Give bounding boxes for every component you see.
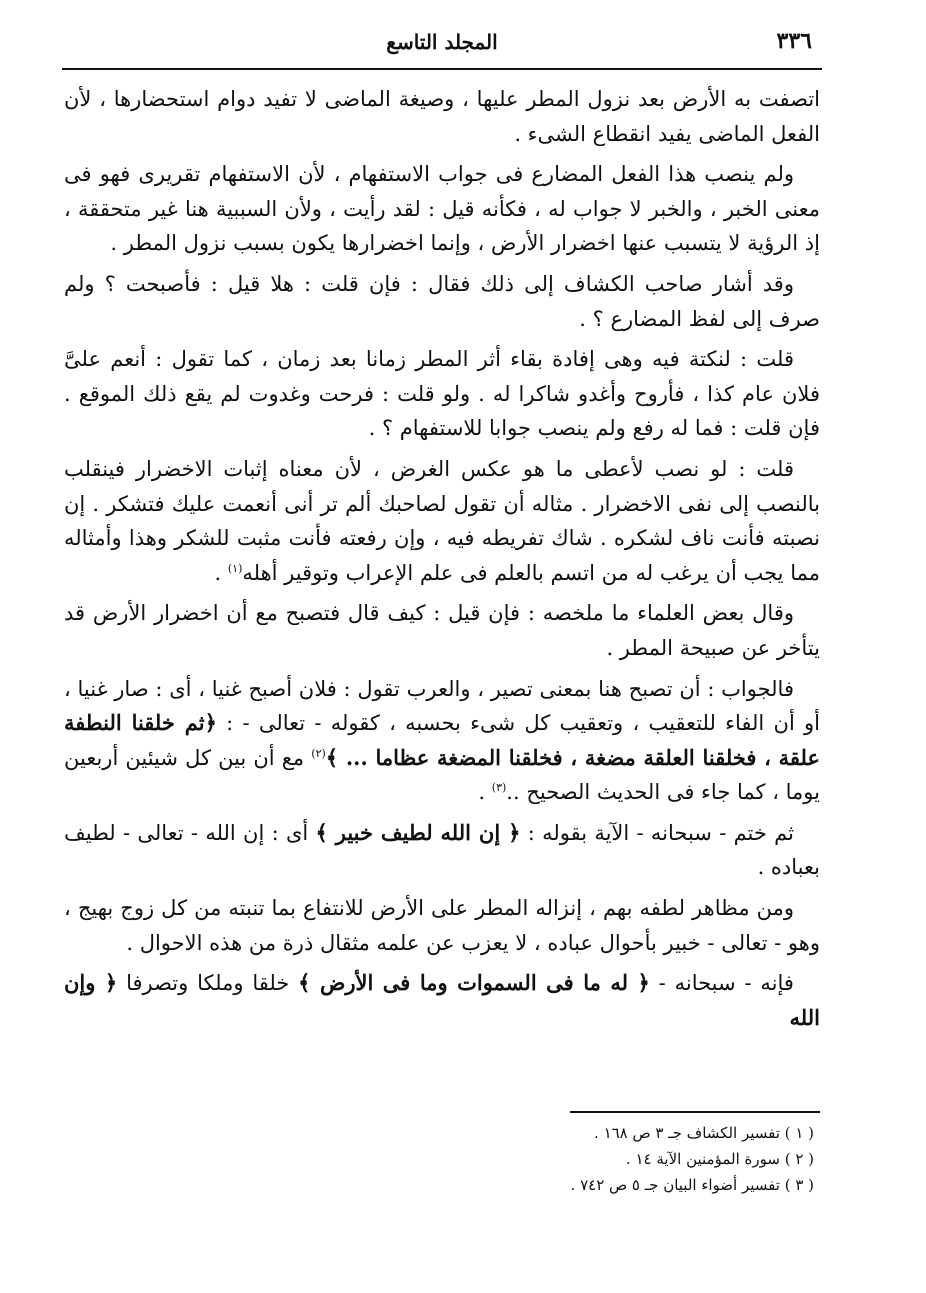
- paragraph-5-text: قلت : لو نصب لأعطى ما هو عكس الغرض ، لأن معناه إثبات الاخضرار فينقلب بالنصب إلى نفى الاخضرار . مثاله أن تقول لصاحبك ألم تر أنى أنعمت عليك فتشكر . إن نصبته فأنت ناف لشكره . شاك تفريطه فيه ، وإن رفعته فأنت مثبت للشكر وهذا وأمثاله مما يجب أن يرغب له من اتسم بالعلم فى علم الإعراب وتوقير أهله: [64, 456, 820, 585]
- footnote-2: ( ٢ ) سورة المؤمنين الآية ١٤ .: [625, 1150, 814, 1168]
- paragraph-10-mid: خلقا وملكا وتصرفا: [126, 971, 290, 996]
- running-title: المجلد التاسع: [386, 30, 498, 54]
- paragraph-8: [64, 816, 820, 885]
- quran-verse-1: ﴿ثم خلقنا النطفة علقة ، فخلقنا العلقة مضغة ، فخلقنا المضغة عظاما ... ﴾: [64, 710, 820, 770]
- quran-verse-3: ﴿ له ما فى السموات وما فى الأرض ﴾: [298, 970, 650, 996]
- paragraph-8-text: ثم ختم - سبحانه - الآية بقوله :: [527, 820, 794, 845]
- paragraph-2: ولم ينصب هذا الفعل المضارع فى جواب الاستفهام ، لأن الاستفهام تقريرى فهو فى معنى الخبر ، والخبر لا جواب له ، فكأنه قيل : لقد رأيت ، ولأن السببية هنا غير متحققة ، إذ الرؤية لا يتسبب عنها اخضرار الأرض ، وإنما اخضرارها يكون بسبب نزول المطر .: [64, 162, 820, 256]
- page-number: ٣٣٦: [776, 28, 812, 54]
- paragraph-7-text: فالجواب : أن تصبح هنا بمعنى تصير ، والعرب تقول : فلان أصبح غنيا ، أى : صار غنيا ، أو أن الفاء للتعقيب ، وتعقيب كل شىء بحسبه ، كقوله - تعالى - :: [64, 676, 821, 736]
- body-text: [64, 82, 820, 1041]
- quran-verse-2: ﴿ إن الله لطيف خبير ﴾: [315, 819, 521, 845]
- paragraph-5-end: .: [214, 560, 222, 585]
- paragraph-8-after: أى : إن الله - تعالى - لطيف بعباده .: [64, 820, 820, 880]
- paragraph-5: [64, 452, 820, 590]
- paragraph-7: [64, 672, 820, 810]
- footnote-ref-1: (١): [227, 561, 243, 575]
- quran-verse-4: ﴿ وإن الله: [64, 970, 820, 1030]
- paragraph-9: ومن مظاهر لطفه بهم ، إنزاله المطر على الأرض للانتفاع بما تنبته من كل زوج بهيج ، وهو - تعالى - خبير بأحوال عباده ، لا يعزب عن علمه مثقال ذرة من هذه الاحوال .: [64, 896, 820, 955]
- paragraph-7-end: .: [478, 780, 486, 805]
- footnote-3: ( ٣ ) تفسير أضواء البيان جـ ٥ ص ٧٤٢ .: [570, 1176, 814, 1194]
- page-header: [62, 26, 822, 70]
- footnote-divider: [570, 1111, 820, 1113]
- paragraph-3: وقد أشار صاحب الكشاف إلى ذلك فقال : فإن قلت : هلا قيل : فأصبحت ؟ ولم صرف إلى لفظ المضارع ؟ .: [64, 271, 820, 331]
- footnote-1: ( ١ ) تفسير الكشاف جـ ٣ ص ١٦٨ .: [594, 1124, 814, 1142]
- footnotes: [294, 1120, 814, 1198]
- footnote-ref-2: (٢): [311, 746, 326, 760]
- paragraph-4: قلت : لنكتة فيه وهى إفادة بقاء أثر المطر زمانا بعد زمان ، كما تقول : أنعم علىَّ فلان عام كذا ، فأروح وأغدو شاكرا له . ولو قلت : فرحت وغدوت لم يقع ذلك الموقع . فإن قلت : فما له رفع ولم ينصب جوابا للاستفهام ؟ .: [64, 347, 820, 441]
- footnote-ref-3: (٣): [491, 781, 507, 795]
- paragraph-10-text: فإنه - سبحانه -: [658, 971, 794, 996]
- paragraph-7-after: مع أن بين كل شيئين أربعين يوما ، كما جاء فى الحديث الصحيح ..: [64, 745, 820, 805]
- paragraph-6: وقال بعض العلماء ما ملخصه : فإن قيل : كيف قال فتصبح مع أن اخضرار الأرض قد يتأخر عن صبيحة المطر .: [64, 601, 820, 660]
- paragraph-1: اتصفت به الأرض بعد نزول المطر عليها ، وصيغة الماضى لا تفيد دوام استحضارها ، لأن الفعل الماضى يفيد انقطاع الشىء .: [64, 87, 820, 146]
- paragraph-10: [64, 966, 820, 1035]
